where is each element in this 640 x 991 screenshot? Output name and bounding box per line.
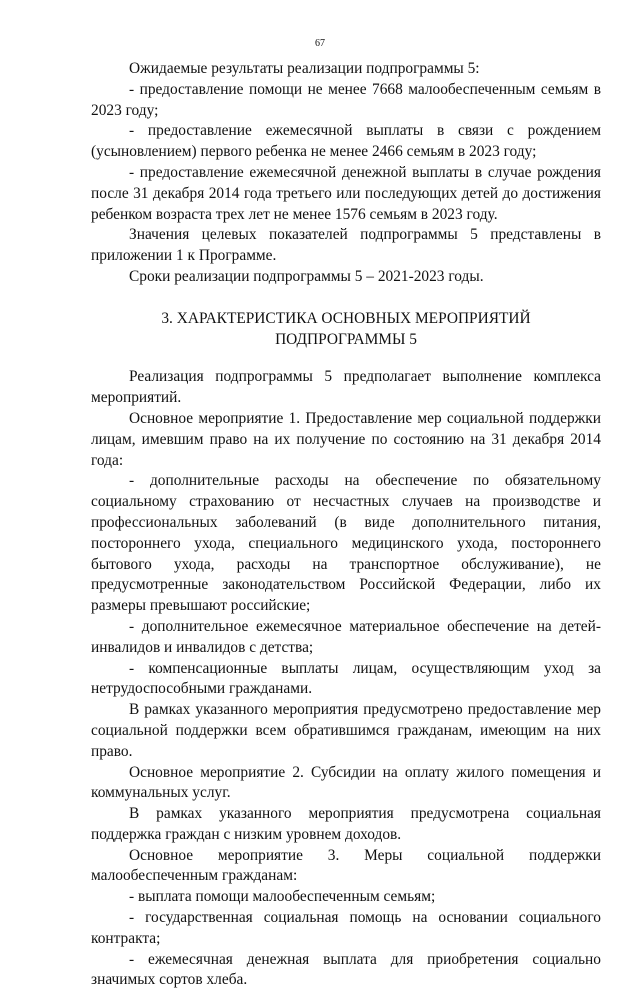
indicators-paragraph: Значения целевых показателей подпрограммы 5 представлены в приложении 1 к Программе. xyxy=(91,226,601,265)
results-intro: Ожидаемые результаты реализации подпрограммы 5: xyxy=(129,60,480,77)
result-item: - предоставление ежемесячной денежной выплаты в случае рождения после 31 декабря 2014 года третьего или последующих детей до достижения ребенком возраста трех лет не менее 1576 семьям в 2023 году. xyxy=(91,163,601,223)
measure-1-note: В рамках указанного мероприятия предусмотрено предоставление мер социальной поддержки всем обратившимся гражданам, имеющим на них право. xyxy=(91,701,601,760)
page-number: 67 xyxy=(315,38,325,49)
result-item: - предоставление помощи не менее 7668 малообеспеченным семьям в 2023 году; xyxy=(91,80,601,119)
measure-1-item: - компенсационные выплаты лицам, осуществляющим уход за нетрудоспособными гражданами. xyxy=(91,659,601,698)
measure-3-item: - государственная социальная помощь на основании социального контракта; xyxy=(91,909,601,947)
measure-3-item: - ежемесячная денежная выплата для приобретения социально значимых сортов хлеба. xyxy=(91,950,601,989)
measure-1-item: - дополнительное ежемесячное материальное обеспечение на детей-инвалидов и инвалидов с детства; xyxy=(91,617,601,656)
measure-1-item: - дополнительные расходы на обеспечение по обязательному социальному страхованию от несчастных случаев на производстве и профессиональных заболеваний (в виде дополнительного питания, постороннего ухода, специального медицинского ухода, постороннего бытового ухода, расходы на транспортное обслуживание), не предусмотренные законодательством Российской Федерации, либо их размеры превышают российские; xyxy=(91,472,601,615)
measure-3-item: - выплата помощи малообеспеченным семьям; xyxy=(129,888,436,906)
measure-3-paragraph: Основное мероприятие 3. Меры социальной поддержки малообеспеченным гражданам: xyxy=(91,846,601,885)
measure-1-paragraph: Основное мероприятие 1. Предоставление мер социальной поддержки лицам, имевшим право на их получение по состоянию на 31 декабря 2014 года: xyxy=(91,409,601,469)
timeline-paragraph: Сроки реализации подпрограммы 5 – 2021-2023 годы. xyxy=(129,267,484,285)
section-heading xyxy=(91,309,601,351)
section-intro: Реализация подпрограммы 5 предполагает выполнение комплекса мероприятий. xyxy=(91,368,601,407)
result-item: - предоставление ежемесячной выплаты в связи с рождением (усыновлением) первого ребенка не менее 2466 семьям в 2023 году; xyxy=(91,122,601,161)
document-body xyxy=(91,59,601,991)
section-heading-line: 3. ХАРАКТЕРИСТИКА ОСНОВНЫХ МЕРОПРИЯТИЙ xyxy=(161,309,531,327)
measure-2-paragraph: Основное мероприятие 2. Субсидии на оплату жилого помещения и коммунальных услуг. xyxy=(91,763,601,802)
measure-2-note: В рамках указанного мероприятия предусмотрена социальная поддержка граждан с низким уровнем доходов. xyxy=(91,805,601,843)
section-heading-line: ПОДПРОГРАММЫ 5 xyxy=(275,330,417,348)
